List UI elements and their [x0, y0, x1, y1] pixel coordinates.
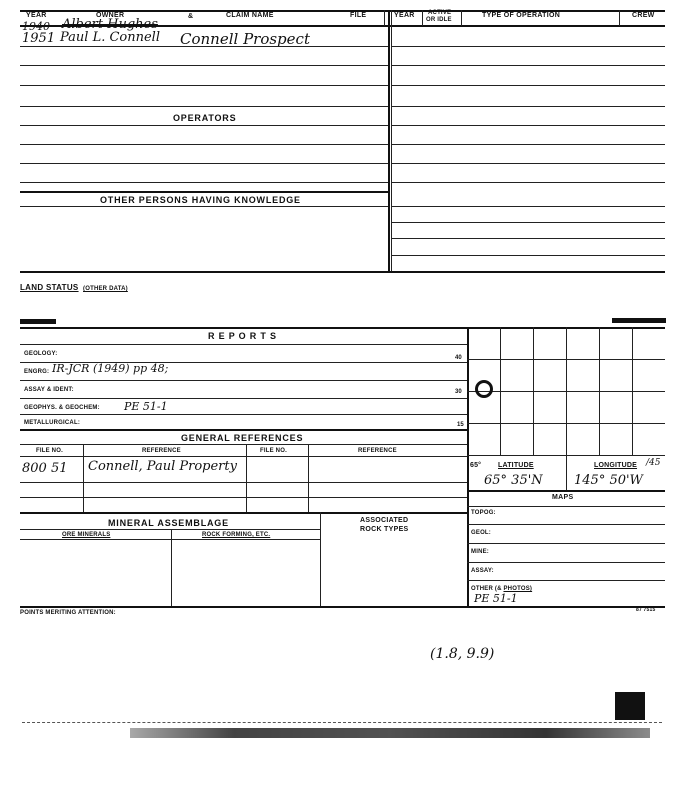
report-metallurgical-code: 15	[457, 422, 464, 428]
header-active: ACTIVE	[428, 10, 452, 16]
latitude-prefix: 65°	[470, 462, 482, 469]
report-engrg-label: ENGRG:	[24, 369, 50, 375]
header-or-idle: OR IDLE	[426, 17, 452, 23]
general-references-title: GENERAL REFERENCES	[181, 433, 304, 443]
header-crew: CREW	[632, 12, 655, 19]
operators-label: OPERATORS	[173, 113, 237, 123]
scan-artifact-block	[615, 692, 645, 720]
header-year-2: YEAR	[394, 12, 415, 19]
report-geology-label: GEOLOGY:	[24, 351, 58, 357]
row-claim-connell-prospect: Connell Prospect	[180, 30, 310, 48]
associated-label: ASSOCIATED	[360, 517, 409, 524]
report-geology-code: 40	[455, 355, 462, 361]
tab-marker-right	[612, 318, 666, 323]
form-number: 87 7515	[636, 607, 656, 613]
land-status-note: (OTHER DATA)	[83, 286, 128, 292]
map-topog-label: TOPOG:	[471, 510, 496, 516]
header-file: FILE	[350, 12, 367, 19]
row-owner-paul-connell: Paul L. Connell	[60, 30, 161, 45]
map-photos-text: PHOTOS)	[503, 586, 533, 592]
scan-artifact-band	[130, 728, 650, 738]
coordinates-note: (1.8, 9.9)	[430, 646, 495, 662]
gr-header-file-no-2: FILE NO.	[260, 448, 287, 454]
report-assay-code: 30	[455, 389, 462, 395]
maps-label: MAPS	[552, 494, 574, 501]
mineral-assemblage-title: MINERAL ASSEMBLAGE	[108, 518, 229, 528]
report-assay-label: ASSAY & IDENT:	[24, 387, 74, 393]
latitude-label: LATITUDE	[498, 462, 534, 469]
other-persons-label: OTHER PERSONS HAVING KNOWLEDGE	[100, 195, 301, 205]
header-claim-name: CLAIM NAME	[226, 12, 274, 19]
land-status	[20, 277, 128, 295]
longitude-label: LONGITUDE	[594, 462, 638, 469]
longitude-suffix: /45	[646, 458, 661, 468]
map-geol-label: GEOL:	[471, 530, 491, 536]
row-year-1940: 1940	[22, 20, 50, 33]
report-geophys-label: GEOPHYS. & GEOCHEM:	[24, 405, 100, 411]
gr-row-reference: Connell, Paul Property	[88, 459, 237, 474]
row-year-1951: 1951	[22, 31, 56, 46]
reports-title: R E P O R T S	[208, 331, 277, 341]
longitude-value: 145° 50'W	[574, 473, 643, 488]
tab-marker-left	[20, 319, 56, 324]
gr-header-reference: REFERENCE	[142, 448, 181, 454]
rock-forming-label: ROCK FORMING, ETC.	[202, 532, 271, 538]
report-engrg-value: IR-JCR (1949) pp 48;	[52, 362, 169, 375]
header-amp: &	[188, 13, 194, 20]
map-other-text: OTHER (&	[471, 586, 504, 592]
report-metallurgical-label: METALLURGICAL:	[24, 420, 81, 426]
map-mine-label: MINE:	[471, 549, 489, 555]
location-marker-icon	[475, 380, 493, 398]
header-year: YEAR	[26, 12, 47, 19]
header-type-of-operation: TYPE OF OPERATION	[482, 12, 561, 19]
map-other-value: PE 51-1	[474, 592, 518, 605]
header-owner: OWNER	[96, 12, 125, 19]
rock-types-label: ROCK TYPES	[360, 526, 409, 533]
row-owner-albert-hughes: Albert Hughes	[62, 17, 158, 32]
scan-artifact-line	[22, 722, 662, 723]
ore-minerals-label: ORE MINERALS	[62, 532, 111, 538]
report-geophys-value: PE 51-1	[124, 400, 168, 413]
gr-header-file-no: FILE NO.	[36, 448, 63, 454]
gr-header-reference-2: REFERENCE	[358, 448, 397, 454]
gr-row-file-no: 800 51	[22, 461, 68, 476]
map-assay-label: ASSAY:	[471, 568, 494, 574]
points-meriting-attention: POINTS MERITING ATTENTION:	[20, 610, 116, 616]
latitude-value: 65° 35'N	[484, 473, 543, 488]
land-status-label: LAND STATUS	[20, 283, 79, 292]
